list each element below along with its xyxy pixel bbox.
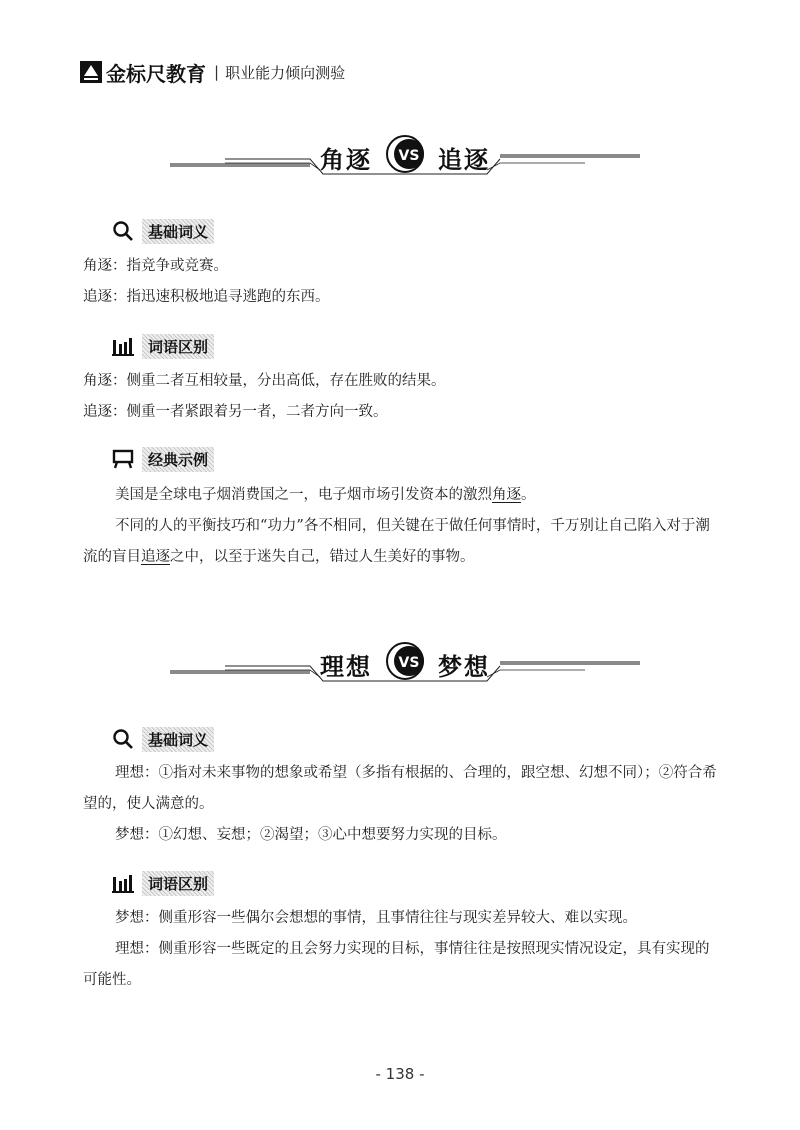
section-title: 词语区别 <box>142 871 214 896</box>
page-header <box>80 58 345 86</box>
definition-line: 角逐：指竞争或竞赛。 <box>83 258 228 274</box>
word-b: 梦想 <box>438 652 490 681</box>
example-paragraph: 不同的人的平衡技巧和“功力”各不相同，但关键在于做任何事情时，千万别让自己陷入对于潮流的盲目追逐之中，以至于迷失自己，错过人生美好的事物。 <box>83 518 710 565</box>
banner-lines <box>165 130 645 190</box>
section-title: 经典示例 <box>142 447 214 472</box>
section-word-difference <box>112 870 214 896</box>
definition-paragraph: 理想：①指对未来事物的想象或希望（多指有根据的、合理的，跟空想、幻想不同）；②符合希望的，使人满意的。 <box>83 765 717 812</box>
bar-chart-icon <box>112 335 134 357</box>
magnifier-icon <box>112 728 134 750</box>
definition-line: 追逐：指迅速积极地追寻逃跑的东西。 <box>83 289 330 305</box>
section-title: 基础词义 <box>142 219 214 244</box>
board-icon <box>112 448 134 470</box>
section-basic-meaning <box>112 726 214 752</box>
banner-lines <box>165 637 645 697</box>
page-number: - 138 - <box>375 1065 425 1083</box>
example-paragraph: 美国是全球电子烟消费国之一，电子烟市场引发资本的激烈角逐。 <box>115 487 536 503</box>
magnifier-icon <box>112 220 134 242</box>
section-title: 词语区别 <box>142 334 214 359</box>
comparison-banner <box>165 130 645 190</box>
brand-name: 金标尺教育 <box>106 61 206 86</box>
definition-paragraph: 梦想：①幻想、妄想；②渴望；③心中想要努力实现的目标。 <box>115 827 507 843</box>
header-subject: 职业能力倾向测验 <box>225 63 346 82</box>
section-title: 基础词义 <box>142 727 214 752</box>
word-a: 理想 <box>320 652 372 681</box>
difference-line: 追逐：侧重一者紧跟着另一者，二者方向一致。 <box>83 404 388 420</box>
brand-logo-icon <box>80 61 102 83</box>
vs-badge: VS <box>398 148 420 164</box>
section-classic-example <box>112 446 214 472</box>
difference-paragraph: 梦想：侧重形容一些偶尔会想想的事情，且事情往往与现实差异较大、难以实现。 <box>115 910 637 926</box>
header-separator: | <box>214 63 220 81</box>
section-word-difference <box>112 333 214 359</box>
word-a: 角逐 <box>320 145 372 174</box>
vs-badge: VS <box>398 655 420 671</box>
bar-chart-icon <box>112 872 134 894</box>
comparison-banner <box>165 637 645 697</box>
difference-line: 角逐：侧重二者互相较量，分出高低，存在胜败的结果。 <box>83 373 446 389</box>
difference-paragraph: 理想：侧重形容一些既定的且会努力实现的目标，事情往往是按照现实情况设定，具有实现的可能性。 <box>83 941 710 988</box>
section-basic-meaning <box>112 218 214 244</box>
underlined-word: 追逐 <box>141 549 170 565</box>
underlined-word: 角逐 <box>492 487 521 503</box>
word-b: 追逐 <box>438 145 490 174</box>
